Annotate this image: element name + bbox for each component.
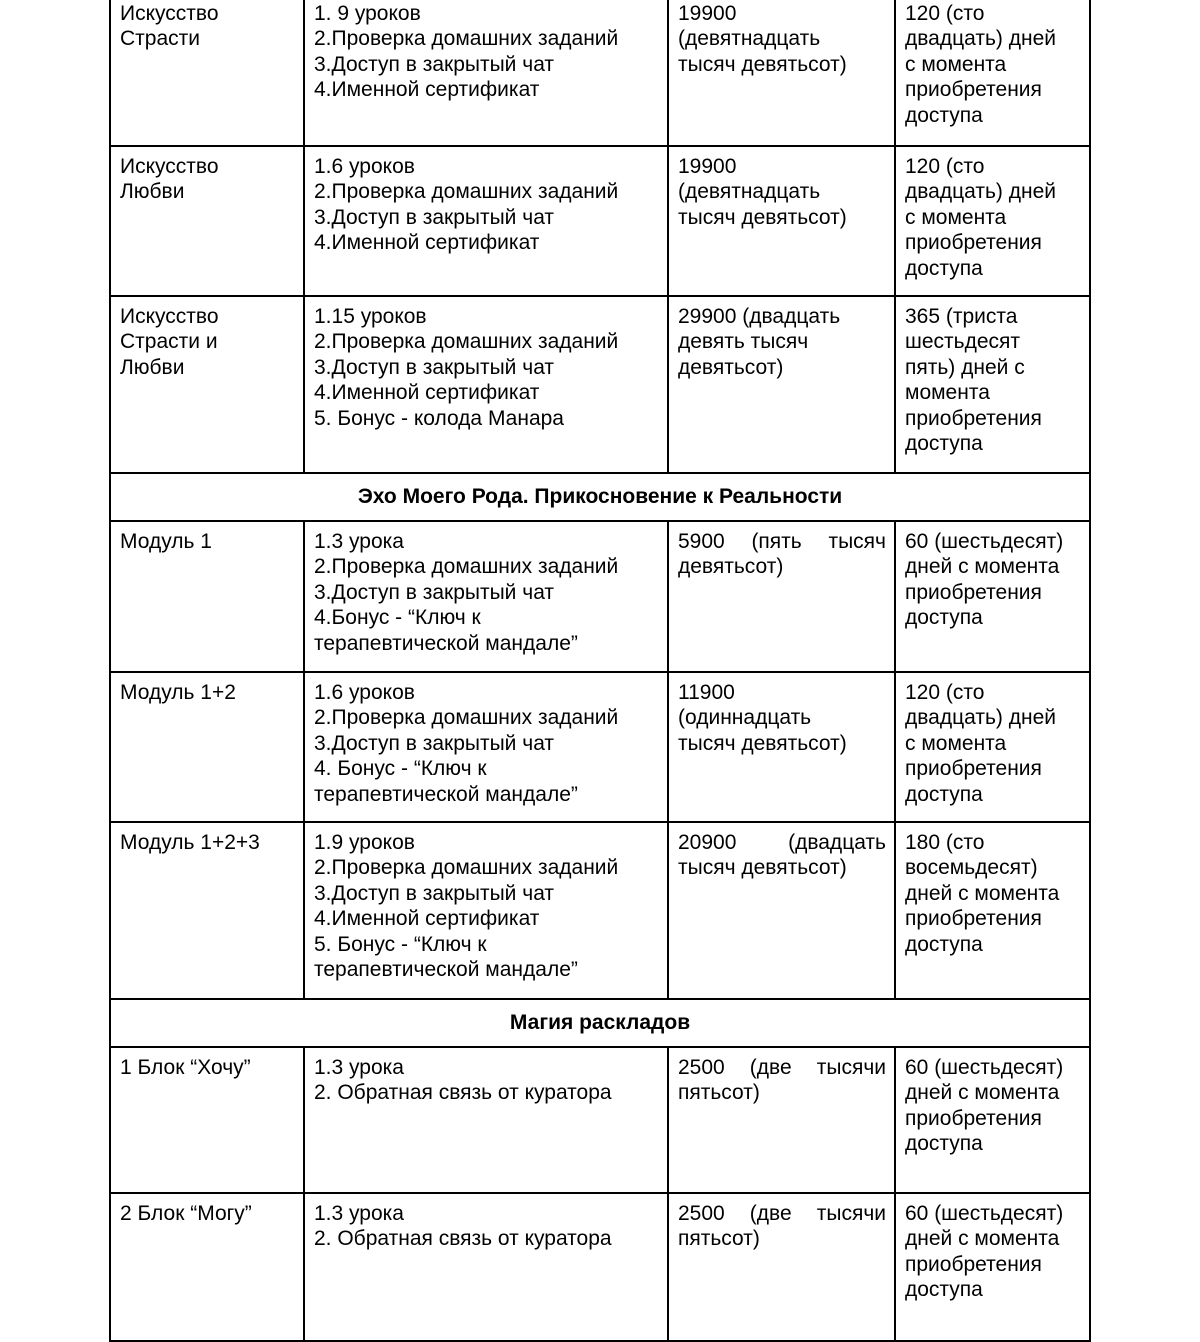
cell-line: Искусство (120, 155, 219, 178)
table-row (110, 521, 1090, 672)
cell-line: пятьсот) (678, 1227, 760, 1251)
cell-line: Страсти и (120, 330, 218, 354)
product-name-cell (110, 146, 304, 296)
cell-line: Модуль 1 (120, 530, 212, 553)
cell-line: 60 (шестьдесят) (905, 530, 1064, 553)
cell-line: Любви (120, 180, 185, 204)
access-period-cell (895, 521, 1090, 672)
cell-line: Модуль 1+2 (120, 681, 236, 704)
cell-line: пятьсот) (678, 1081, 760, 1105)
cell-line: дней с момента (905, 1081, 1060, 1105)
cell-line: 4.Именной сертификат (314, 231, 540, 255)
cell-line: 1.3 урока (314, 530, 404, 553)
cell-line: 1. 9 уроков (314, 2, 421, 25)
cell-line: 2. Обратная связь от куратора (314, 1227, 612, 1251)
cell-line: 29900 (двадцать (678, 305, 841, 328)
price-cell (668, 672, 895, 822)
contents-cell (304, 1193, 668, 1341)
cell-line: 60 (шестьдесят) (905, 1202, 1064, 1225)
cell-line: приобретения (905, 580, 1042, 604)
cell-line: 180 (сто (905, 831, 985, 854)
cell-line: 1.9 уроков (314, 831, 415, 854)
cell-line: с момента (905, 205, 1007, 229)
cell-line: шестьдесят (905, 330, 1021, 354)
cell-line: приобретения (905, 231, 1042, 255)
cell-line: 1 Блок “Хочу” (120, 1056, 251, 1079)
cell-line: 20900 (двадцать (678, 831, 886, 854)
cell-line: 2.Проверка домашних заданий (314, 27, 619, 51)
cell-line: 3.Доступ в закрытый чат (314, 731, 555, 755)
cell-line: дней с момента (905, 881, 1060, 905)
contents-cell (304, 822, 668, 999)
cell-line: момента (905, 381, 990, 405)
cell-line: приобретения (905, 406, 1042, 430)
cell-line: 2.Проверка домашних заданий (314, 180, 619, 204)
price-cell (668, 521, 895, 672)
cell-line: с момента (905, 52, 1007, 76)
cell-line: 120 (сто (905, 681, 985, 704)
price-cell (668, 0, 895, 146)
cell-line: Страсти (120, 27, 200, 51)
cell-line: терапевтической мандале” (314, 782, 578, 806)
cell-line: дней с момента (905, 1227, 1060, 1251)
cell-line: 3.Доступ в закрытый чат (314, 580, 555, 604)
product-name-cell (110, 1193, 304, 1341)
cell-line: 5900 (пять тысяч (678, 530, 886, 553)
contents-cell (304, 672, 668, 822)
cell-line: 2.Проверка домашних заданий (314, 706, 619, 730)
cell-line: доступа (905, 256, 983, 280)
access-period-cell (895, 146, 1090, 296)
cell-line: с момента (905, 731, 1007, 755)
section-title: Эхо Моего Рода. Прикосновение к Реальности (110, 473, 1090, 521)
contents-cell (304, 521, 668, 672)
cell-line: доступа (905, 606, 983, 630)
cell-line: пять) дней с (905, 355, 1025, 379)
cell-line: 3.Доступ в закрытый чат (314, 52, 555, 76)
table-row (110, 146, 1090, 296)
section-row (110, 999, 1090, 1047)
table-row (110, 1047, 1090, 1193)
cell-line: (одиннадцать (678, 706, 812, 730)
cell-line: 2 Блок “Могу” (120, 1202, 252, 1225)
pricing-table (109, 0, 1091, 1342)
access-period-cell (895, 672, 1090, 822)
cell-line: 1.3 урока (314, 1202, 404, 1225)
contents-cell (304, 0, 668, 146)
cell-line: тысяч девятьсот) (678, 856, 847, 880)
cell-line: 2.Проверка домашних заданий (314, 856, 619, 880)
table-row (110, 1193, 1090, 1341)
product-name-cell (110, 521, 304, 672)
cell-line: 1.15 уроков (314, 305, 427, 328)
product-name-cell (110, 1047, 304, 1193)
access-period-cell (895, 1193, 1090, 1341)
cell-line: 1.3 урока (314, 1056, 404, 1079)
cell-line: 4.Именной сертификат (314, 78, 540, 102)
cell-line: двадцать) дней (905, 180, 1056, 204)
cell-line: (девятнадцать (678, 180, 821, 204)
cell-line: девять тысяч (678, 330, 809, 354)
cell-line: 19900 (678, 155, 737, 178)
access-period-cell (895, 0, 1090, 146)
cell-line: Модуль 1+2+3 (120, 831, 260, 854)
cell-line: доступа (905, 432, 983, 456)
cell-line: 19900 (678, 2, 737, 25)
cell-line: тысяч девятьсот) (678, 52, 847, 76)
cell-line: восемьдесят) (905, 856, 1038, 880)
table-row (110, 822, 1090, 999)
access-period-cell (895, 822, 1090, 999)
cell-line: Любви (120, 355, 185, 379)
cell-line: 2500 (две тысячи (678, 1202, 886, 1225)
cell-line: девятьсот) (678, 555, 784, 579)
price-cell (668, 296, 895, 473)
cell-line: 2500 (две тысячи (678, 1056, 886, 1079)
cell-line: тысяч девятьсот) (678, 731, 847, 755)
cell-line: доступа (905, 782, 983, 806)
cell-line: 365 (триста (905, 305, 1018, 328)
cell-line: приобретения (905, 1252, 1042, 1276)
product-name-cell (110, 672, 304, 822)
section-title: Магия раскладов (110, 999, 1090, 1047)
product-name-cell (110, 822, 304, 999)
price-cell (668, 822, 895, 999)
cell-line: доступа (905, 1278, 983, 1302)
cell-line: 60 (шестьдесят) (905, 1056, 1064, 1079)
contents-cell (304, 1047, 668, 1193)
price-cell (668, 1193, 895, 1341)
cell-line: двадцать) дней (905, 27, 1056, 51)
cell-line: Искусство (120, 305, 219, 328)
contents-cell (304, 296, 668, 473)
cell-line: 2. Обратная связь от куратора (314, 1081, 612, 1105)
cell-line: 2.Проверка домашних заданий (314, 330, 619, 354)
cell-line: 1.6 уроков (314, 155, 415, 178)
cell-line: 4.Бонус - “Ключ к (314, 606, 481, 630)
cell-line: 5. Бонус - колода Манара (314, 406, 564, 430)
cell-line: тысяч девятьсот) (678, 205, 847, 229)
cell-line: (девятнадцать (678, 27, 821, 51)
cell-line: 3.Доступ в закрытый чат (314, 205, 555, 229)
cell-line: 4. Бонус - “Ключ к (314, 757, 487, 781)
product-name-cell (110, 296, 304, 473)
cell-line: терапевтической мандале” (314, 631, 578, 655)
cell-line: дней с момента (905, 555, 1060, 579)
cell-line: доступа (905, 103, 983, 127)
product-name-cell (110, 0, 304, 146)
section-row (110, 473, 1090, 521)
cell-line: приобретения (905, 1106, 1042, 1130)
cell-line: приобретения (905, 757, 1042, 781)
cell-line: девятьсот) (678, 355, 784, 379)
contents-cell (304, 146, 668, 296)
price-cell (668, 1047, 895, 1193)
cell-line: 5. Бонус - “Ключ к (314, 932, 487, 956)
cell-line: доступа (905, 932, 983, 956)
cell-line: 3.Доступ в закрытый чат (314, 881, 555, 905)
table-row (110, 0, 1090, 146)
cell-line: 3.Доступ в закрытый чат (314, 355, 555, 379)
cell-line: 4.Именной сертификат (314, 381, 540, 405)
cell-line: 4.Именной сертификат (314, 907, 540, 931)
cell-line: доступа (905, 1132, 983, 1156)
access-period-cell (895, 296, 1090, 473)
cell-line: 1.6 уроков (314, 681, 415, 704)
cell-line: приобретения (905, 78, 1042, 102)
cell-line: 11900 (678, 681, 735, 704)
cell-line: 120 (сто (905, 155, 985, 178)
table-row (110, 672, 1090, 822)
table-row (110, 296, 1090, 473)
pricing-table-body (110, 0, 1090, 1341)
cell-line: Искусство (120, 2, 219, 25)
cell-line: приобретения (905, 907, 1042, 931)
access-period-cell (895, 1047, 1090, 1193)
price-cell (668, 146, 895, 296)
cell-line: двадцать) дней (905, 706, 1056, 730)
cell-line: терапевтической мандале” (314, 958, 578, 982)
cell-line: 120 (сто (905, 2, 985, 25)
cell-line: 2.Проверка домашних заданий (314, 555, 619, 579)
